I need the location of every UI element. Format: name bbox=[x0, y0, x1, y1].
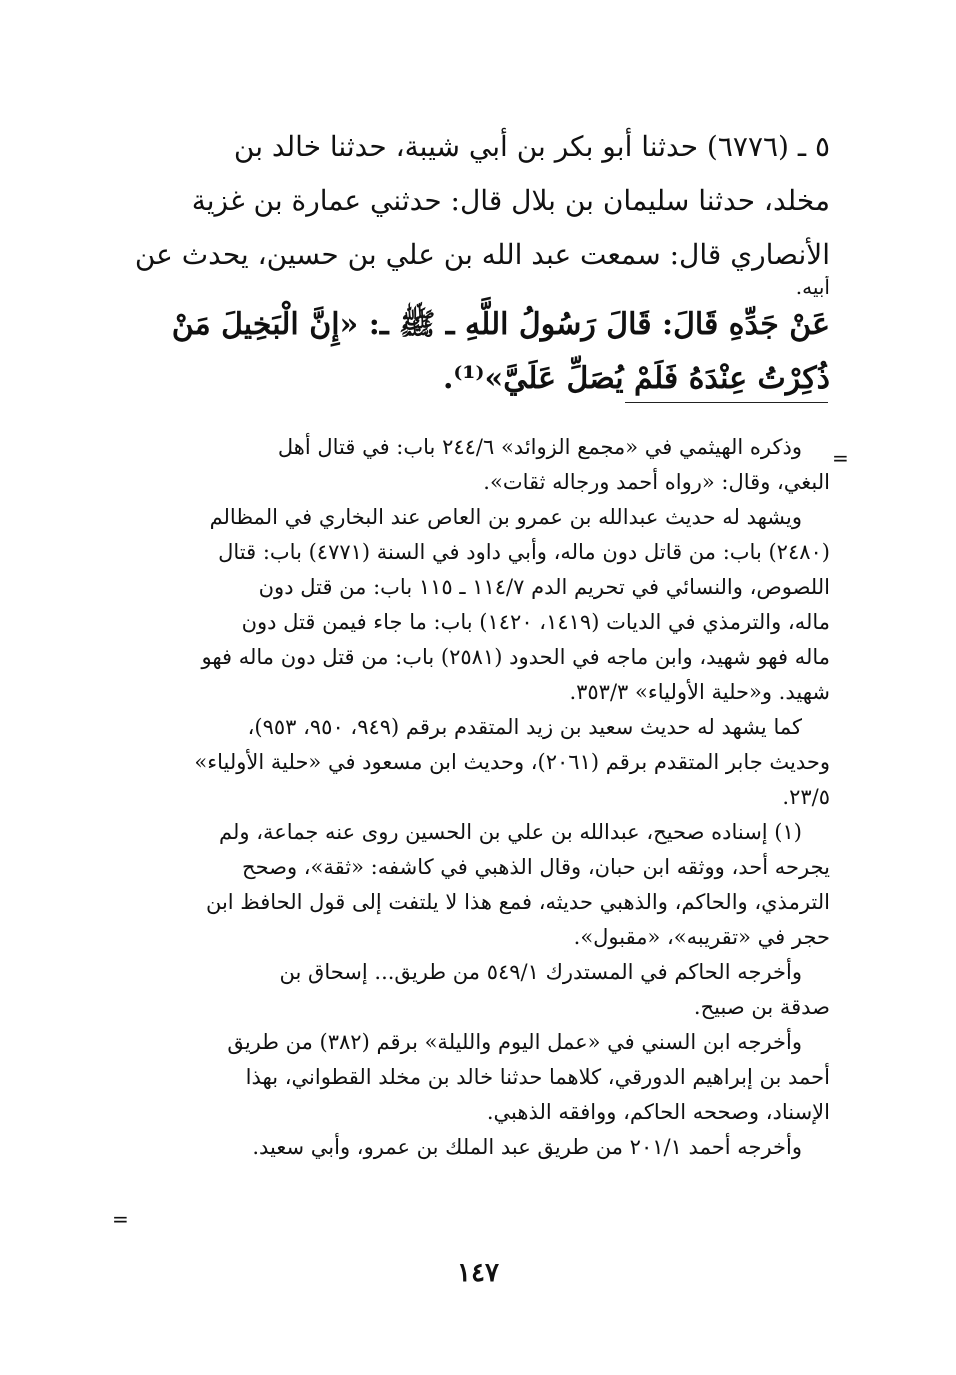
footnote-line: وحديث جابر المتقدم برقم (٢٠٦١)، وحديث ابن مسعود في «حلية الأولياء» bbox=[194, 750, 830, 774]
hadith-line-2: ذُكِرْتُ عِنْدَهُ فَلَمْ يُصَلِّ عَلَيَّ»⁽¹⁾. bbox=[442, 361, 830, 396]
footnote-line: حجر في «تقريبه»، «مقبول». bbox=[573, 925, 830, 949]
main-line-3: الأنصاري قال: سمعت عبد الله بن علي بن حسين، يحدث عن bbox=[134, 238, 830, 271]
main-line-1: ٥ ـ (٦٧٧٦) حدثنا أبو بكر بن أبي شيبة، حدثنا خالد بن bbox=[233, 130, 830, 163]
footnote-separator bbox=[625, 402, 828, 403]
footnote-line: وأخرجه أحمد ٢٠١/١ من طريق عبد الملك بن عمرو، وأبي سعيد. bbox=[252, 1135, 802, 1159]
footnote-line: وأخرجه ابن السني في «عمل اليوم والليلة» برقم (٣٨٢) من طريق bbox=[227, 1030, 802, 1054]
page-number: ١٤٧ bbox=[457, 1258, 499, 1288]
main-line-2: مخلد، حدثنا سليمان بن بلال قال: حدثني عمارة بن غزية bbox=[191, 184, 830, 217]
footnote-line: ٢٣/٥. bbox=[782, 785, 830, 809]
footnote-line: شهيد. و«حلية الأولياء» ٣٥٣/٣. bbox=[569, 680, 830, 704]
footnote-line: كما يشهد له حديث سعيد بن زيد المتقدم برقم (٩٤٩، ٩٥٠، ٩٥٣)، bbox=[247, 715, 802, 739]
continuation-end-marker: = bbox=[112, 1207, 129, 1231]
hadith-line-1: عَنْ جَدِّهِ قَالَ: قَالَ رَسُولُ اللَّهِ ـ ﷺ ـ: «إِنَّ الْبَخِيلَ مَنْ bbox=[171, 307, 830, 342]
footnote-line: يجرحه أحد، ووثقه ابن حبان، وقال الذهبي في كاشفه: «ثقة»، وصحح bbox=[242, 855, 830, 879]
footnote-line: (٢٤٨٠) باب: من قاتل دون ماله، وأبي داود في السنة (٤٧٧١) باب: قتال bbox=[218, 540, 830, 564]
footnote-line: اللصوص، والنسائي في تحريم الدم ١١٤/٧ ـ ١١٥ باب: من قتل دون bbox=[258, 575, 830, 599]
footnote-line: ماله، والترمذي في الديات (١٤١٩، ١٤٢٠) باب: ما جاء فيمن قتل دون bbox=[241, 610, 830, 634]
footnote-line: الترمذي، والحاكم، والذهبي حديثه، فمع هذا لا يلتفت إلى قول الحافظ ابن bbox=[205, 890, 830, 914]
footnote-line: ويشهد له حديث عبدالله بن عمرو بن العاص عند البخاري في المظالم bbox=[209, 505, 802, 529]
footnote-line: ماله فهو شهيد، وابن ماجه في الحدود (٢٥٨١) باب: من قتل دون ماله فهو bbox=[201, 645, 830, 669]
footnote-line: (١) إسناده صحيح، عبدالله بن علي بن الحسين روى عنه جماعة، ولم bbox=[219, 820, 802, 844]
footnote-line: أحمد بن إبراهيم الدورقي، كلاهما حدثنا خالد بن مخلد القطواني، بهذا bbox=[245, 1065, 830, 1089]
main-text bbox=[130, 120, 830, 406]
footnote-line: الإسناد، وصححه الحاكم، ووافقه الذهبي. bbox=[486, 1100, 830, 1124]
continuation-marker: = bbox=[832, 446, 849, 470]
main-line-4: أبيه. bbox=[795, 276, 830, 298]
footnote-line: صدقة بن صبيح. bbox=[693, 995, 830, 1019]
footnote-line: وذكره الهيثمي في «مجمع الزوائد» ٢٤٤/٦ باب: في قتال أهل bbox=[277, 435, 802, 459]
footnote-line: البغي، وقال: «رواه أحمد ورجاله ثقات». bbox=[483, 470, 830, 494]
footnotes bbox=[130, 430, 830, 1165]
footnote-line: وأخرجه الحاكم في المستدرك ٥٤٩/١ من طريق... إسحاق بن bbox=[279, 960, 802, 984]
